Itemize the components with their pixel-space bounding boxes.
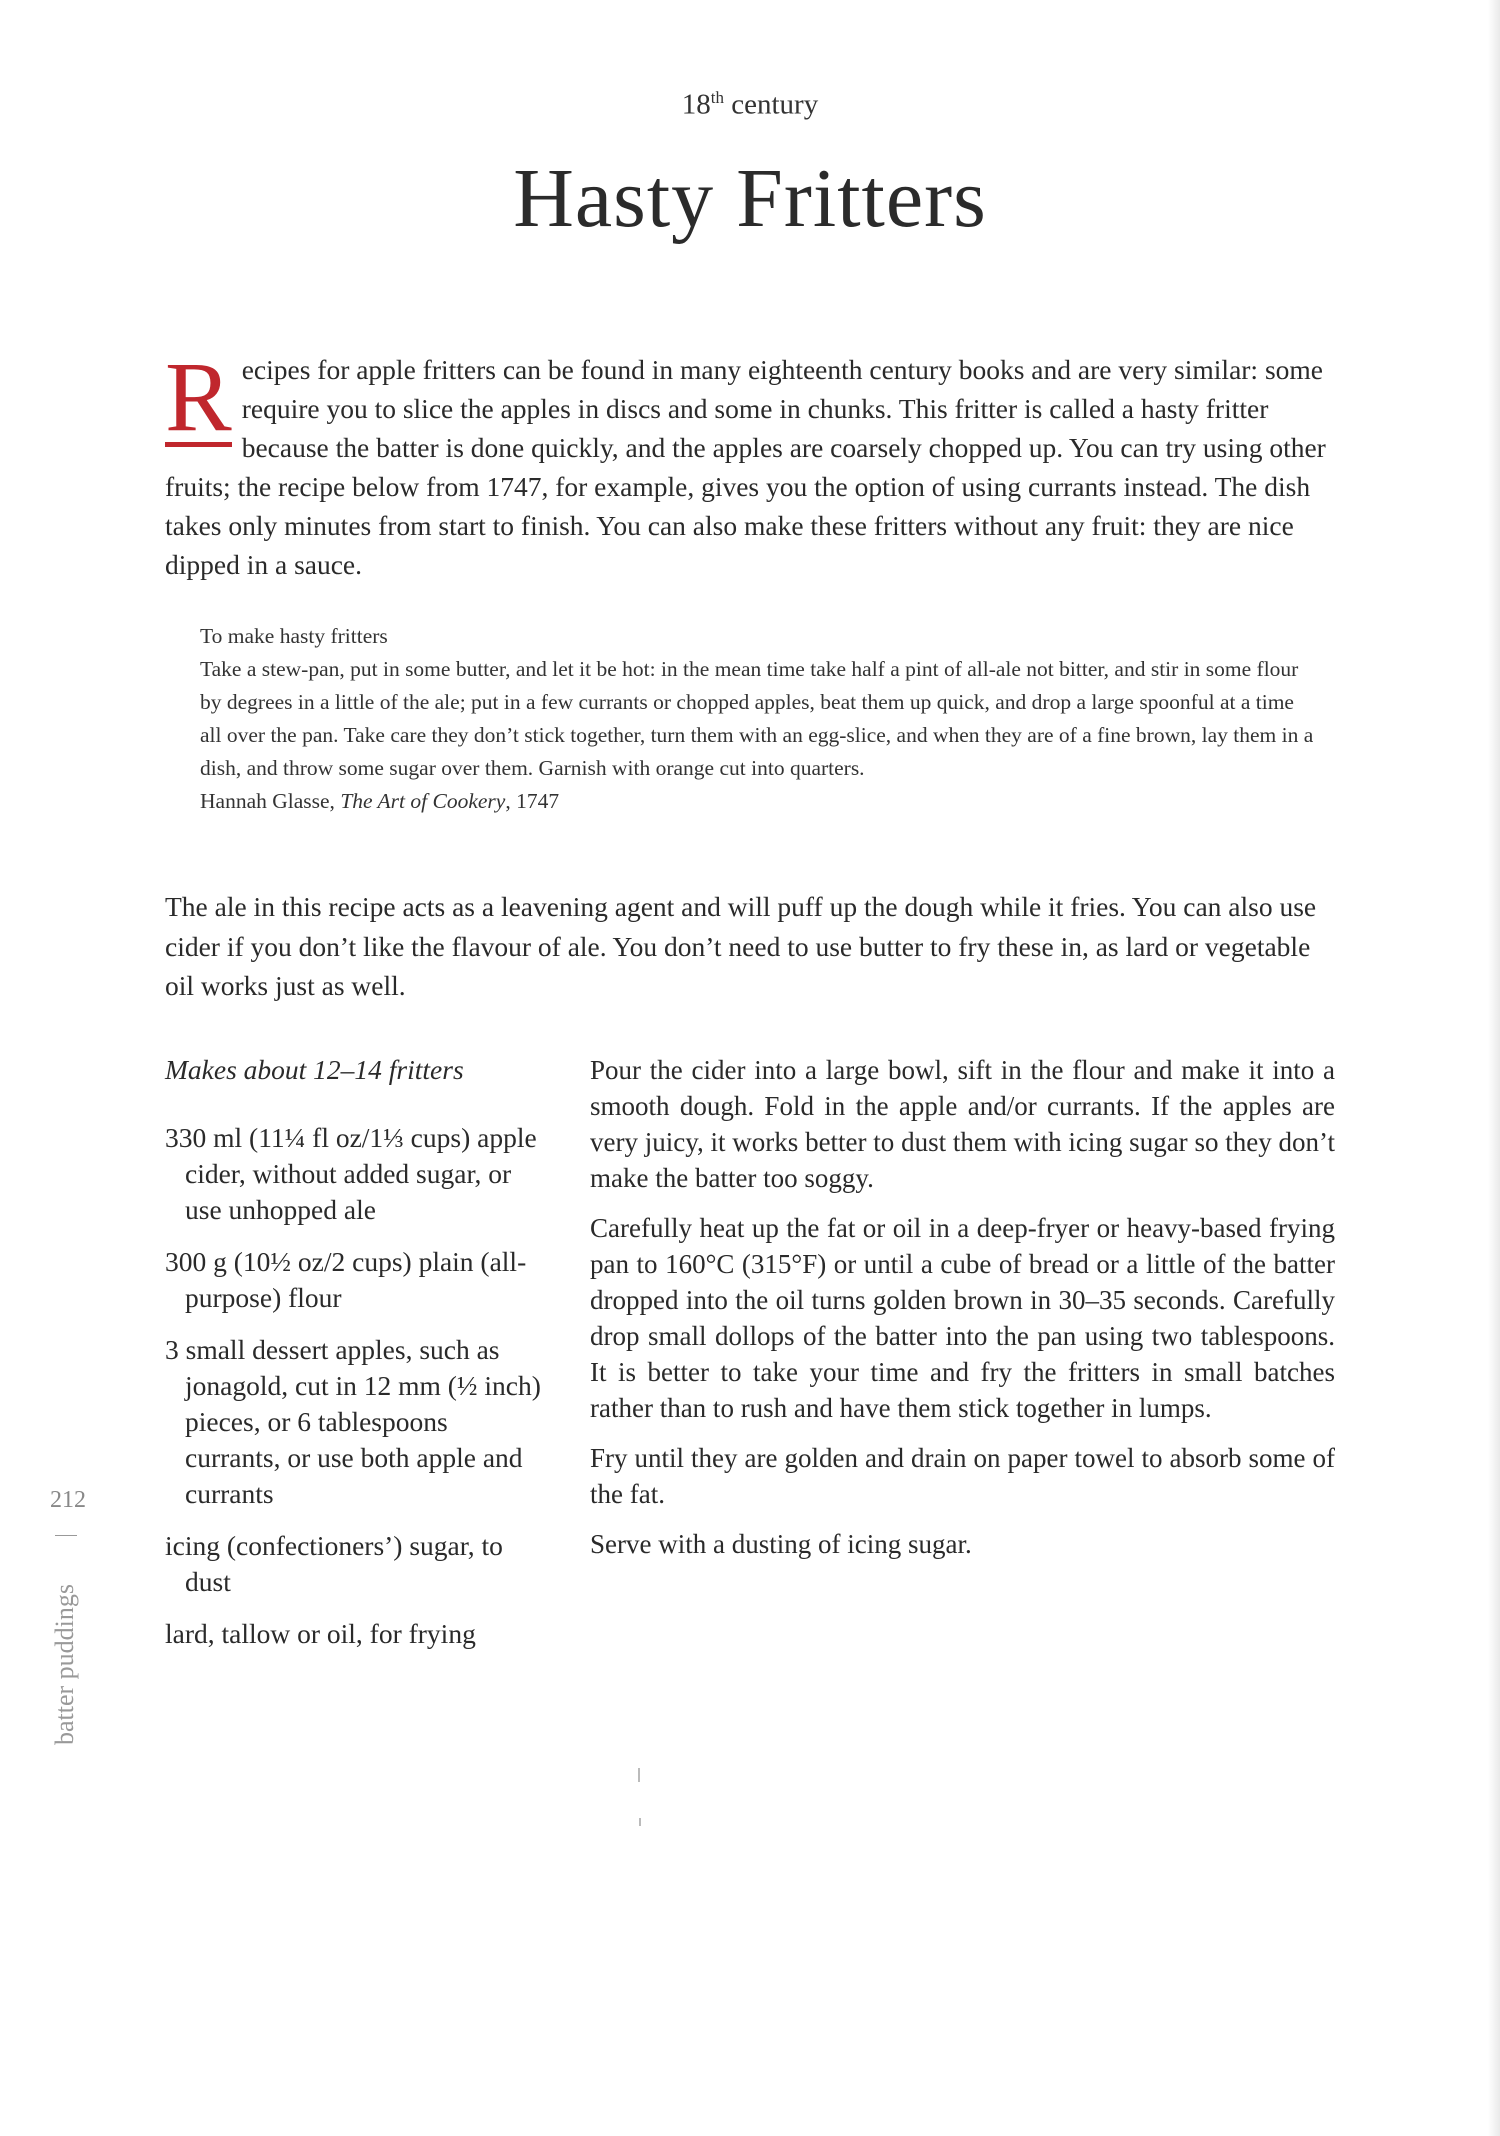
quote-body: Take a stew-pan, put in some butter, and let it be hot: in the mean time take half a pint of all-ale not bitter, and stir in some flour by degrees in a little of the ale; put in a few currants or chopped apples, beat them up quick, and drop a large spoonful at a time all over the pan. Take care they don’t stick together, turn them with an egg-slice, and when they are of a fine brown, lay them in a dish, and throw some sugar over them. Garnish with orange cut into quarters. — [200, 657, 1314, 780]
ingredients-column — [165, 1052, 545, 1668]
ingredient-item: 3 small dessert apples, such as jonagold, cut in 12 mm (½ inch) pieces, or 6 tablespoons currants, or use both apple and currants — [165, 1334, 541, 1509]
quote-year: , 1747 — [505, 789, 560, 813]
intro-paragraph — [165, 341, 1335, 584]
method-step: Pour the cider into a large bowl, sift in the flour and make it into a smooth dough. Fold in the apple and/or currants. If the apples are very juicy, it works better to dust them with icing sugar so they don’t make the batter too soggy. — [590, 1055, 1335, 1193]
drop-cap: R — [165, 341, 232, 452]
ingredient-item: lard, tallow or oil, for frying — [165, 1618, 476, 1649]
section-label: batter puddings — [50, 1583, 79, 1745]
method-step: Serve with a dusting of icing sugar. — [590, 1529, 972, 1559]
method-step: Carefully heat up the fat or oil in a deep-fryer or heavy-based frying pan to 160°C (315°F) or until a cube of bread or a little of the batter dropped into the oil turns golden brown in 30–35 seconds. Carefully drop small dollops of the batter into the pan using two tablespoons. It is better to take your time and fry the fritters in small batches rather than to rush and have them stick together in lumps. — [590, 1213, 1335, 1423]
scan-mark — [639, 1818, 641, 1826]
century-label — [0, 88, 1500, 122]
scan-mark — [638, 1768, 640, 1782]
page-title: Hasty Fritters — [513, 152, 987, 245]
intro-text: ecipes for apple fritters can be found in many eighteenth century books and are very similar: some require you to slice the apples in discs and some in chunks. This fritter is called a hasty fritter because the batter is done quickly, and the apples are coarsely chopped up. You can try using other fruits; the recipe below from 1747, for example, gives you the option of using currants instead. The dish takes only minutes from start to finish. You can also make these fritters without any fruit: they are nice dipped in a sauce. — [165, 354, 1326, 580]
ale-paragraph: The ale in this recipe acts as a leavening agent and will puff up the dough while it fries. You can also use cider if you don’t like the flavour of ale. You don’t need to use butter to fry these in, as lard or vegetable oil works just as well. — [165, 891, 1317, 1001]
ingredient-item: 300 g (10½ oz/2 cups) plain (all-purpose) flour — [165, 1246, 527, 1313]
century-suffix: th — [710, 88, 724, 107]
ingredient-item: 330 ml (11¼ fl oz/1⅓ cups) apple cider, without added sugar, or use unhopped ale — [165, 1122, 537, 1225]
page-edge-shadow — [1488, 0, 1500, 2136]
historical-recipe-quote — [200, 620, 1320, 818]
quote-heading: To make hasty fritters — [200, 624, 388, 648]
quote-book-title: The Art of Cookery — [340, 789, 506, 813]
yield-label: Makes about 12–14 fritters — [165, 1054, 464, 1085]
century-word: century — [731, 88, 819, 121]
method-column — [590, 1052, 1335, 1576]
quote-author: Hannah Glasse, — [200, 789, 335, 813]
page-number: 212 — [50, 1487, 86, 1513]
method-step: Fry until they are golden and drain on paper towel to absorb some of the fat. — [590, 1443, 1335, 1509]
ingredient-item: icing (confectioners’) sugar, to dust — [165, 1530, 503, 1597]
page-number-rule — [55, 1535, 77, 1536]
century-number: 18 — [681, 88, 711, 121]
quote-citation — [200, 785, 1320, 818]
